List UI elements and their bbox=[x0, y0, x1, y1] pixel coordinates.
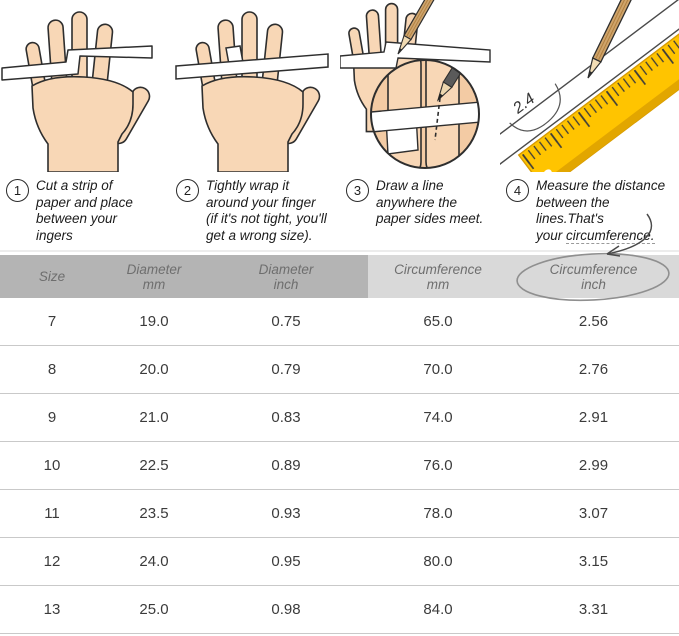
step-2-number-badge: 2 bbox=[176, 179, 199, 202]
step-1-text: Cut a strip of paper and place between your ingers bbox=[36, 178, 133, 243]
header-diameter-mm: Diameter mm bbox=[126, 261, 182, 292]
ring-size-table bbox=[0, 250, 679, 636]
table-header bbox=[0, 255, 679, 298]
header-circumference-mm: Circumference mm bbox=[394, 261, 482, 292]
step-1-number-badge: 1 bbox=[6, 179, 29, 202]
step-3-number-badge: 3 bbox=[346, 179, 369, 202]
table-row: 9 21.0 0.83 74.0 2.91 bbox=[0, 394, 679, 442]
header-circumference-inch: Circumference inch bbox=[549, 261, 638, 292]
step-2-caption bbox=[170, 178, 340, 244]
step-4-number-badge: 4 bbox=[506, 179, 529, 202]
table-row: 8 20.0 0.79 70.0 2.76 bbox=[0, 346, 679, 394]
header-diameter-inch: Diameter inch bbox=[258, 261, 314, 292]
step-3 bbox=[340, 0, 500, 250]
hand-draw-line-magnifier-icon bbox=[340, 0, 500, 172]
table-row: 10 22.5 0.89 76.0 2.99 bbox=[0, 442, 679, 490]
step-2 bbox=[170, 0, 340, 250]
table-row: 13 25.0 0.98 84.0 3.31 bbox=[0, 586, 679, 634]
step-2-text: Tightly wrap it around your finger (if it's not tight, you'll get a wrong size). bbox=[206, 178, 327, 243]
step-3-text: Draw a line anywhere the paper sides meet. bbox=[376, 178, 484, 226]
ruler-pencil-measure-icon bbox=[500, 0, 679, 172]
table-top-rule bbox=[0, 250, 679, 252]
steps-section bbox=[0, 0, 679, 250]
header-size: Size bbox=[38, 269, 66, 284]
table-row: 11 23.5 0.93 78.0 3.07 bbox=[0, 490, 679, 538]
step-1 bbox=[0, 0, 170, 250]
circumference-line: your circumference. bbox=[536, 227, 655, 243]
hand-with-paper-strip-icon bbox=[0, 0, 170, 172]
step-4-text: Measure the distance between the lines.That's your circumference. bbox=[536, 178, 677, 244]
hand-wrapped-finger-icon bbox=[170, 0, 340, 172]
table-row: 7 19.0 0.75 65.0 2.56 bbox=[0, 298, 679, 346]
step-4 bbox=[500, 0, 679, 250]
ruler-measurement-label: 2.4 bbox=[510, 90, 539, 118]
step-4-caption bbox=[500, 178, 679, 244]
circumference-underlined: circumference. bbox=[566, 227, 655, 243]
step-1-caption bbox=[0, 178, 170, 244]
table-row: 12 24.0 0.95 80.0 3.15 bbox=[0, 538, 679, 586]
step-3-caption bbox=[340, 178, 500, 228]
table-body bbox=[0, 298, 679, 634]
